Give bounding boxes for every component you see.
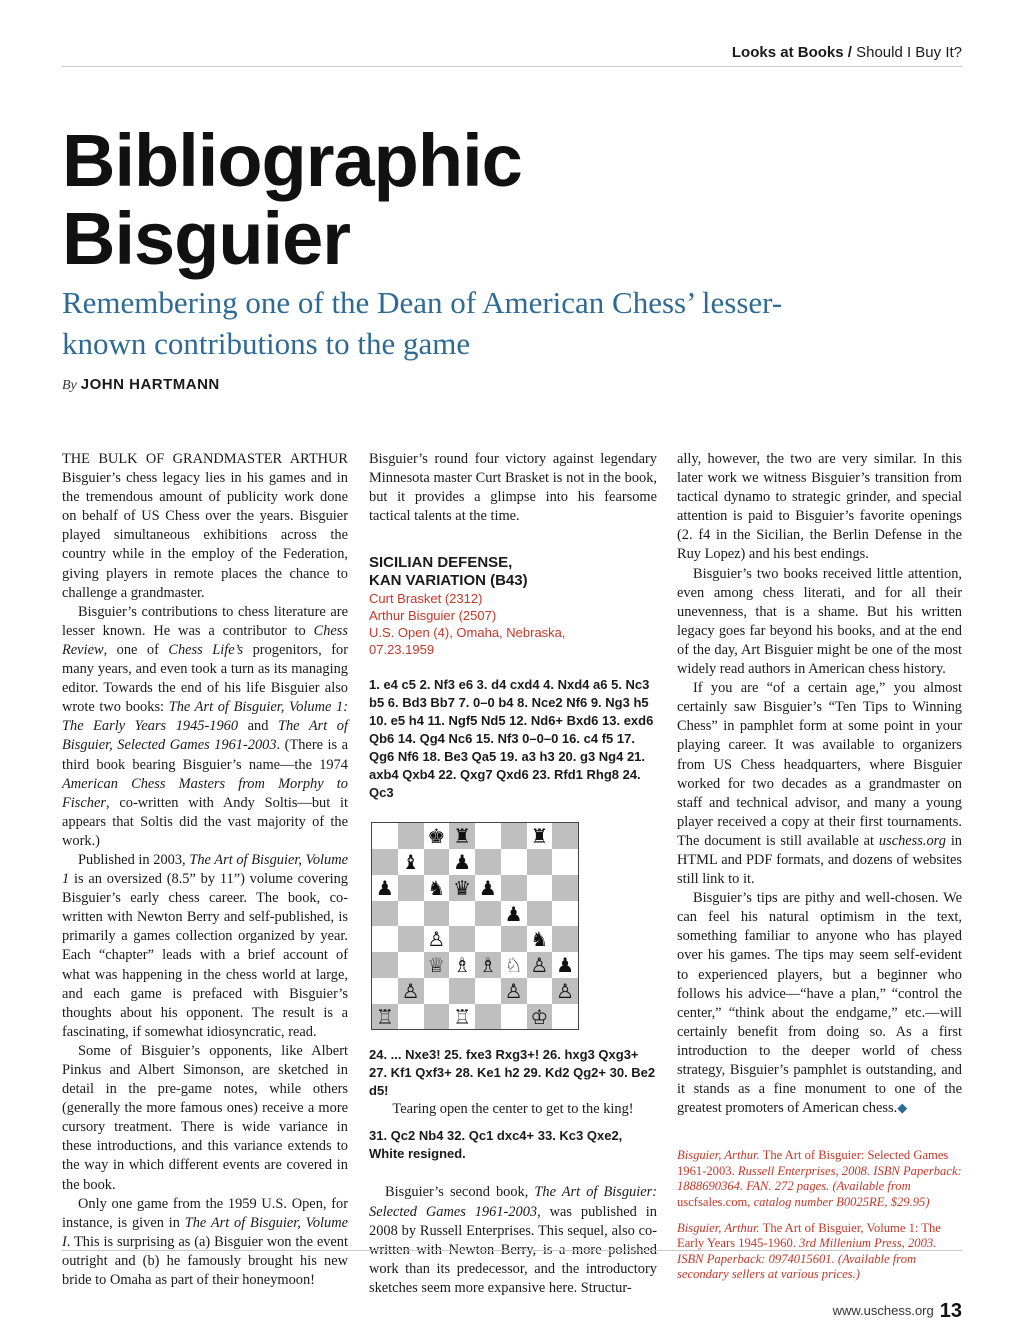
board-square [398,926,424,952]
page-footer [833,1300,962,1323]
board-square [398,823,424,849]
title-line-1: Bibliographic [62,119,522,202]
chess-piece-square: ♜ [527,823,553,849]
chess-diagram [371,822,579,1030]
board-square [424,978,450,1004]
chess-piece-square: ♙ [552,978,578,1004]
article-title [62,119,522,280]
board-square [398,1004,424,1030]
col2-paragraph-1: Bisguier’s round four victory against legendary Minnesota master Curt Brasket is not in the book, but it provides a glimpse into his fearsome tactical talents at the time. [369,451,657,525]
header-section: Looks at Books [731,44,844,61]
chess-piece-square: ♞ [424,875,450,901]
board-square [475,823,501,849]
board-square [424,1004,450,1030]
chess-piece-square: ♟ [552,952,578,978]
board-square [475,926,501,952]
col3-paragraph-4: Bisguier’s tips are pithy and well-chosen. We can feel his natural optimism in the text, something familiar to anyone who has played over his games. The tips may seem self-evident to experienced players, but a beginner who follows his advice—“have a plan,” “control the center,” “think about the endgame,” etc.—will certainly benefit from doing so. As a first introduction to the deeper world of chess strategy, Bisguier’s pamphlet is outstanding, and it stands as a fine monument to one of the greatest promoters of American chess.◆ [677,890,962,1117]
chess-piece-square: ♘ [501,952,527,978]
running-header [732,44,962,61]
title-line-2: Bisguier [62,197,351,280]
header-separator: / [843,44,857,61]
chess-piece-square: ♝ [398,849,424,875]
col3-paragraph-1: ally, however, the two are very similar. In this later work we witness Bisguier’s transition from tactical dynamo to strategic grinder, and special attention is paid to Bisguier’s favorite openings (2. f4 in the Sicilian, the Berlin Defense in the Ruy Lopez) and his best endings. [677,451,962,563]
board-square [424,849,450,875]
footer-rule [62,1250,962,1251]
book-title: American Chess Masters from Morphy to Fischer [62,775,348,811]
board-square [372,901,398,927]
board-square [501,926,527,952]
magazine-title: Chess Review [62,622,348,658]
col1-paragraph-1: THE BULK OF GRANDMASTER ARTHUR Bisguier’s chess legacy lies in his games and in the tremendous amount of publicity work done on behalf of US Chess over the years. Bisguier played simultaneous exhibitions across the country while in the employ of the Federation, giving players in remote places the chance to challenge a grandmaster. [62,451,348,601]
chess-piece-square: ♖ [372,1004,398,1030]
game-black-player: Arthur Bisguier (2507) [369,608,497,624]
diagram-caption: Tearing open the center to get to the king! [392,1101,634,1118]
game-white-player: Curt Brasket (2312) [369,591,483,607]
col3-paragraph-3: If you are “of a certain age,” you almost certainly saw Bisguier’s “Ten Tips to Winning Chess” in pamphlet form at some point in your playing career. It was available to organizers from US Chess headquarters, where Bisguier worked for two decades as a grandmaster on staff and technical advisor, and many a young player received a copy at their first tournaments. The document is still available at uschess.org in HTML and PDF formats, and dozens of websites still link to it. [677,680,963,888]
board-square [552,926,578,952]
board-square [501,1004,527,1030]
chess-piece-square: ♗ [449,952,475,978]
column-1 [62,450,348,1290]
game-opening-heading: SICILIAN DEFENSE, KAN VARIATION (B43) [369,554,528,590]
chess-piece-square: ♕ [424,952,450,978]
book-title: The Art of Bisguier, Selected Games 1961-2003 [62,718,348,754]
page-number: 13 [939,1300,962,1322]
board-square [501,823,527,849]
board-square [449,978,475,1004]
col1-paragraph-2: Bisguier’s contributions to chess literature are lesser known. He was a contributor to Chess Review, one of Chess Life’s progenitors, for many years, and even took a turn as its managing editor. Towards the end of his life Bisguier also wrote two books: The Art of Bisguier, Volume 1: The Early Years 1945-1960 and The Art of Bisguier, Selected Games 1961-2003. (There is a third book bearing Bisguier’s name—the 1974 American Chess Masters from Morphy to Fischer, co-written with Andy Soltis—but it appears that Soltis did the vast majority of the work.) [62,603,348,849]
chess-piece-square: ♙ [398,978,424,1004]
board-square [398,901,424,927]
column-3 [677,450,962,1293]
book-title: The Art of Bisguier, Volume 1: The Early Years 1945-1960 [62,699,348,735]
board-square [372,978,398,1004]
board-square [552,901,578,927]
book-reference-2: Bisguier, Arthur. The Art of Bisguier, Volume 1: The Early Years 1945-1960. 3rd Millenium Press, 2003. ISBN Paperback: 0974015601. (Available from secondary sellers at various prices.) [677,1220,941,1282]
board-square [398,952,424,978]
board-square [372,849,398,875]
chess-piece-square: ♙ [527,952,553,978]
header-subsection: Should I Buy It? [856,44,962,61]
byline-author: JOHN HARTMANN [80,376,220,393]
chess-piece-square: ♖ [449,1004,475,1030]
header-rule [62,66,962,67]
chess-piece-square: ♟ [372,875,398,901]
board-square [449,926,475,952]
board-square [501,849,527,875]
board-square [552,875,578,901]
chess-piece-square: ♔ [527,1004,553,1030]
chess-piece-square: ♟ [475,875,501,901]
col1-paragraph-4: Some of Bisguier’s opponents, like Albert Pinkus and Albert Simonson, are sketched in detail in the pre-game notes, while others (generally the more famous ones) receive a more cursory treatment. There is wide variance in these introductions, and this variance extends to the way in which different events are covered in the book. [62,1042,348,1193]
board-square [527,978,553,1004]
chess-piece-square: ♞ [527,926,553,952]
book-title: The Art of Bisguier: Selected Games 1961-2003 [369,1184,658,1220]
chess-piece-square: ♜ [449,823,475,849]
board-square [424,901,450,927]
board-square [475,901,501,927]
board-square [372,823,398,849]
footer-site: www.uschess.org [832,1303,934,1318]
book-reference-1: Bisguier, Arthur. The Art of Bisguier: Selected Games 1961-2003. Russell Enterprises, 2008. ISBN Paperback: 1888690364. FAN. 272 pages. (Available from uscfsales.com, catalog number B0025RE, $29.95) [677,1148,962,1210]
col2-paragraph-2: Bisguier’s second book, The Art of Bisguier: Selected Games 1961-2003, was published in 2008 by Russell Enterprises. This sequel, also co-written with Newton Berry, is a more polished work than its predecessor, and the introductory sketches seem more expansive here. Structur- [369,1184,658,1296]
board-square [501,875,527,901]
book-title: The Art of Bisguier, Volume 1 [62,851,348,888]
board-square [527,901,553,927]
board-square [475,849,501,875]
game-event: U.S. Open (4), Omaha, Nebraska, [369,625,566,641]
chess-piece-square: ♟ [449,849,475,875]
game-moves-part-2: 24. ... Nxe3! 25. fxe3 Rxg3+! 26. hxg3 Qxg3+ 27. Kf1 Qxf3+ 28. Ke1 h2 29. Kd2 Qg2+ 30. Be2 d5! [369,1047,656,1099]
game-moves-part-3: 31. Qc2 Nb4 32. Qc1 dxc4+ 33. Kc3 Qxe2, White resigned. [369,1128,623,1162]
board-square [552,849,578,875]
chess-piece-square: ♟ [501,901,527,927]
chess-piece-square: ♗ [475,952,501,978]
book-title: The Art of Bisguier, Volume I [62,1214,348,1250]
board-square [372,952,398,978]
url-text: uschess.org [878,832,946,849]
byline-prefix: By [62,378,77,393]
board-square [552,1004,578,1030]
board-square [398,875,424,901]
col1-paragraph-3: Published in 2003, The Art of Bisguier, Volume 1 is an oversized (8.5” by 11”) volume covering Bisguier’s early chess career. The book, co-written with Newton Berry and self-published, is primarily a games collection organized by year. Each “chapter” leads with a brief account of what was happening in the chess world at large, and each game is prefaced with Bisguier’s thoughts about his opponent. The result is a fascinating, if somewhat idiosyncratic, read. [62,851,348,1040]
chess-piece-square: ♙ [501,978,527,1004]
game-moves-part-1: 1. e4 c5 2. Nf3 e6 3. d4 cxd4 4. Nxd4 a6 5. Nc3 b5 6. Bd3 Bb7 7. 0–0 b4 8. Nce2 Nf6 9. Ng3 h5 10. e5 h4 11. Ngf5 Nd5 12. Nd6+ Bxd6 13. exd6 Qb6 14. Qg4 Nc6 15. Nf3 0–0–0 16. c4 f5 17. Qg6 Nf6 18. Be3 Qa5 19. a3 h3 20. g3 Ng4 21. axb4 Qxb4 22. Qxg7 Qxd6 23. Rfd1 Rhg8 24. Qc3 [369,677,654,801]
board-square [527,849,553,875]
end-mark-icon: ◆ [897,1101,908,1117]
game-date: 07.23.1959 [369,642,435,658]
board-square [475,978,501,1004]
chess-piece-square: ♚ [424,823,450,849]
magazine-title: Chess Life’s [168,641,244,658]
board-square [527,875,553,901]
board-square [552,823,578,849]
col1-paragraph-5: Only one game from the 1959 U.S. Open, for instance, is given in The Art of Bisguier, Volume I. This is surprising as (a) Bisguier won the event outright and (b) he famously brought his new bride to Omaha as part of their honeymoon! [62,1195,348,1289]
board-square [475,1004,501,1030]
book-references [677,1148,962,1283]
chess-piece-square: ♛ [449,875,475,901]
article-subtitle: Remembering one of the Dean of American Chess’ lesser-known contributions to the game [62,285,783,361]
byline [62,376,220,394]
board-square [372,926,398,952]
chess-piece-square: ♙ [424,926,450,952]
col3-paragraph-2: Bisguier’s two books received little attention, even among chess literati, and for all their unevenness, that is a shame. But his written legacy goes far beyond his books, and at the end of the day, Art Bisguier might be one of the most widely read authors in American chess history. [677,565,962,678]
board-square [449,901,475,927]
column-2 [369,450,657,1298]
